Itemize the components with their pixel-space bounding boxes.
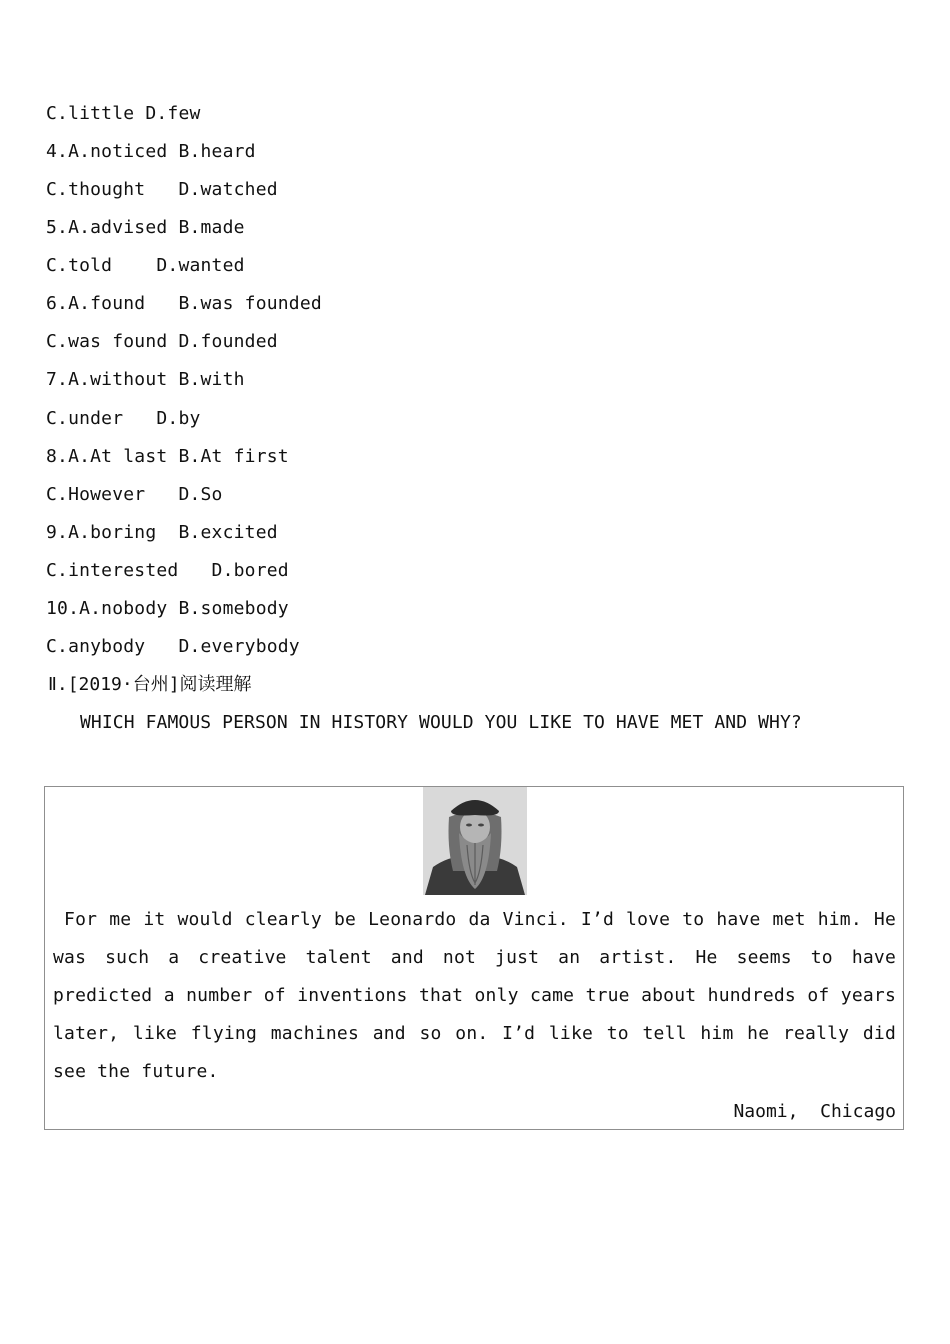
reading-heading: WHICH FAMOUS PERSON IN HISTORY WOULD YOU LIKE TO HAVE MET AND WHY? (80, 712, 802, 733)
option-line: C.interested D.bored (46, 560, 289, 581)
option-line: C.little D.few (46, 103, 201, 124)
reading-box (44, 786, 904, 1130)
option-line: 6.A.found B.was founded (46, 293, 322, 314)
option-line: 7.A.without B.with (46, 369, 245, 390)
option-line: 10.A.nobody B.somebody (46, 598, 289, 619)
author-signature: Naomi, Chicago (733, 1101, 896, 1122)
option-line: C.However D.So (46, 484, 223, 505)
leonardo-portrait (423, 787, 527, 895)
option-line: 9.A.boring B.excited (46, 522, 278, 543)
option-line: C.anybody D.everybody (46, 636, 300, 657)
option-line: C.was found D.founded (46, 331, 278, 352)
section-title: Ⅱ.[2019·台州]阅读理解 (48, 674, 252, 695)
option-line: 8.A.At last B.At first (46, 446, 289, 467)
option-line: C.thought D.watched (46, 179, 278, 200)
reading-paragraph (53, 901, 896, 1091)
option-line: C.told D.wanted (46, 255, 245, 276)
option-line: C.under D.by (46, 408, 201, 429)
option-line: 5.A.advised B.made (46, 217, 245, 238)
option-line: 4.A.noticed B.heard (46, 141, 256, 162)
paragraph-text: For me it would clearly be Leonardo da Vinci. I’d love to have met him. He was such a creative talent and not just an artist. He seems to have predicted a number of inventions that only came true about hundreds of years later, like flying machines and so on. I’d like to tell him he really did see the future. (53, 909, 896, 1082)
